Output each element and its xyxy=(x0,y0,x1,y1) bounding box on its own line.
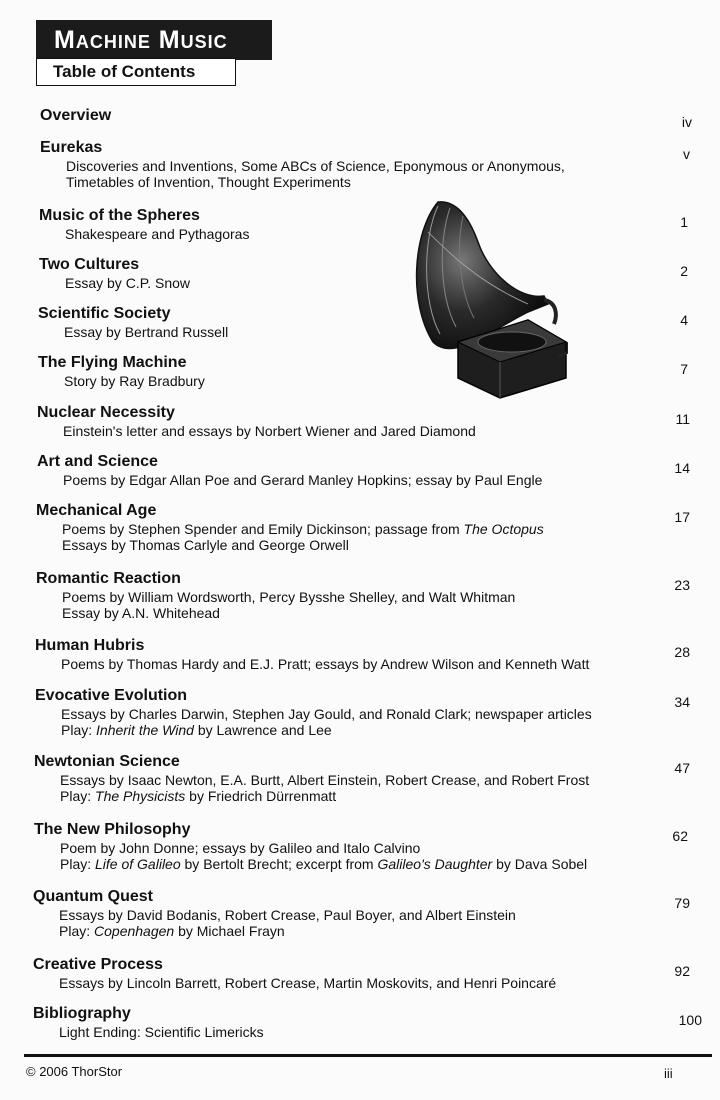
toc-entry-page-number: 14 xyxy=(674,460,690,476)
copyright: © 2006 ThorStor xyxy=(26,1064,123,1079)
toc-entry-page-number: 47 xyxy=(674,760,690,776)
toc-entry xyxy=(33,887,690,939)
toc-entry xyxy=(35,686,690,738)
toc-entry-page-number: 92 xyxy=(674,963,690,979)
toc-entry xyxy=(37,452,690,488)
toc-entry-description: Story by Ray Bradbury xyxy=(64,373,205,389)
toc-entry xyxy=(33,1004,702,1040)
toc-entry-title: Human Hubris xyxy=(35,637,145,654)
toc-entry-title: Evocative Evolution xyxy=(35,687,188,704)
toc-entry-description: Poem by John Donne; essays by Galileo and Italo Calvino xyxy=(60,840,421,856)
toc-entry-title: Mechanical Age xyxy=(36,502,157,519)
toc-entry-page-number: 100 xyxy=(678,1012,702,1028)
toc-entry xyxy=(39,255,688,291)
toc-entry-title: Scientific Society xyxy=(38,305,171,322)
toc-entry-title: Nuclear Necessity xyxy=(37,404,175,421)
page-folio: iii xyxy=(664,1066,673,1081)
bottom-rule xyxy=(24,1054,712,1057)
toc-entry-description: Play: Inherit the Wind by Lawrence and Lee xyxy=(61,722,332,738)
toc-entry-title: Two Cultures xyxy=(39,256,140,273)
toc-entry-page-number: 17 xyxy=(674,509,690,525)
toc-entry-description: Essay by A.N. Whitehead xyxy=(62,605,220,621)
toc-entry-description: Poems by William Wordsworth, Percy Bysshe Shelley, and Walt Whitman xyxy=(62,589,516,605)
phonograph-icon xyxy=(408,192,568,402)
toc-entry-page-number: 11 xyxy=(675,411,690,427)
toc-entry xyxy=(35,636,690,672)
toc-entry-description: Einstein's letter and essays by Norbert Wiener and Jared Diamond xyxy=(63,423,476,439)
toc-entry xyxy=(34,752,690,804)
toc-entry-description: Play: Copenhagen by Michael Frayn xyxy=(59,923,285,939)
toc-entry-page-number: 2 xyxy=(680,263,688,279)
toc-entry-title: Art and Science xyxy=(37,453,158,470)
toc-entry-page-number: 1 xyxy=(680,214,688,230)
toc-entry xyxy=(34,820,688,872)
toc-entry-description: Essays by Thomas Carlyle and George Orwell xyxy=(62,537,349,553)
toc-entry-description: Essay by Bertrand Russell xyxy=(64,324,229,340)
toc-entry-page-number: 7 xyxy=(680,361,688,377)
toc-entry-page-number: 28 xyxy=(674,644,690,660)
toc-entry-description: Essay by C.P. Snow xyxy=(65,275,191,291)
toc-entry-page-number: 34 xyxy=(674,694,690,710)
toc-entry xyxy=(36,569,690,621)
toc-entry-description: Shakespeare and Pythagoras xyxy=(65,226,250,242)
toc-entry-title: Creative Process xyxy=(33,956,163,973)
toc-entry-page-number: 23 xyxy=(674,577,690,593)
toc-entry-title: Eurekas xyxy=(40,139,103,156)
toc-label: Table of Contents xyxy=(36,58,236,86)
toc-entry xyxy=(38,353,688,389)
toc-entry xyxy=(33,955,690,991)
toc-entry xyxy=(38,304,688,340)
toc-entry-title: Newtonian Science xyxy=(34,753,180,770)
toc-entry-description: Essays by Isaac Newton, E.A. Burtt, Albert Einstein, Robert Crease, and Robert Frost xyxy=(60,772,590,788)
toc-entry-title: Quantum Quest xyxy=(33,888,154,905)
toc-entry-page-number: v xyxy=(683,146,690,162)
toc-entry xyxy=(37,403,690,439)
toc-entry-page-number: iv xyxy=(681,114,692,130)
toc-entry xyxy=(40,106,692,130)
toc-entry-description: Essays by David Bodanis, Robert Crease, Paul Boyer, and Albert Einstein xyxy=(59,907,516,923)
book-title: Machine Music xyxy=(36,20,272,60)
toc-entry xyxy=(36,501,690,553)
toc-entry-title: The Flying Machine xyxy=(38,354,187,371)
toc-entry-description: Poems by Edgar Allan Poe and Gerard Manley Hopkins; essay by Paul Engle xyxy=(63,472,543,488)
toc-entry-description: Timetables of Invention, Thought Experiments xyxy=(66,174,351,190)
toc-entry-description: Play: Life of Galileo by Bertolt Brecht; excerpt from Galileo's Daughter by Dava Sobel xyxy=(60,856,588,872)
toc-entry-description: Essays by Charles Darwin, Stephen Jay Gould, and Ronald Clark; newspaper articles xyxy=(61,706,592,722)
toc-entry-description: Play: The Physicists by Friedrich Dürrenmatt xyxy=(60,788,337,804)
toc-entry-description: Discoveries and Inventions, Some ABCs of Science, Eponymous or Anonymous, xyxy=(66,158,565,174)
toc-entry-page-number: 62 xyxy=(672,828,688,844)
toc-entry-description: Essays by Lincoln Barrett, Robert Crease, Martin Moskovits, and Henri Poincaré xyxy=(59,975,557,991)
toc-entry-description: Light Ending: Scientific Limericks xyxy=(59,1024,264,1040)
toc-entry-page-number: 4 xyxy=(680,312,688,328)
toc-entry xyxy=(40,138,690,190)
toc-entry-title: Romantic Reaction xyxy=(36,570,181,587)
toc-entry-description: Poems by Thomas Hardy and E.J. Pratt; essays by Andrew Wilson and Kenneth Watt xyxy=(61,656,590,672)
header-block xyxy=(36,20,272,86)
toc-entry-title: The New Philosophy xyxy=(34,821,191,838)
toc-entry-page-number: 79 xyxy=(674,895,690,911)
toc-entry-description: Poems by Stephen Spender and Emily Dickinson; passage from The Octopus xyxy=(62,521,544,537)
toc-entry xyxy=(39,206,688,242)
toc-entry-title: Music of the Spheres xyxy=(39,207,200,224)
toc-entry-title: Overview xyxy=(40,107,112,124)
toc-entry-title: Bibliography xyxy=(33,1005,131,1022)
